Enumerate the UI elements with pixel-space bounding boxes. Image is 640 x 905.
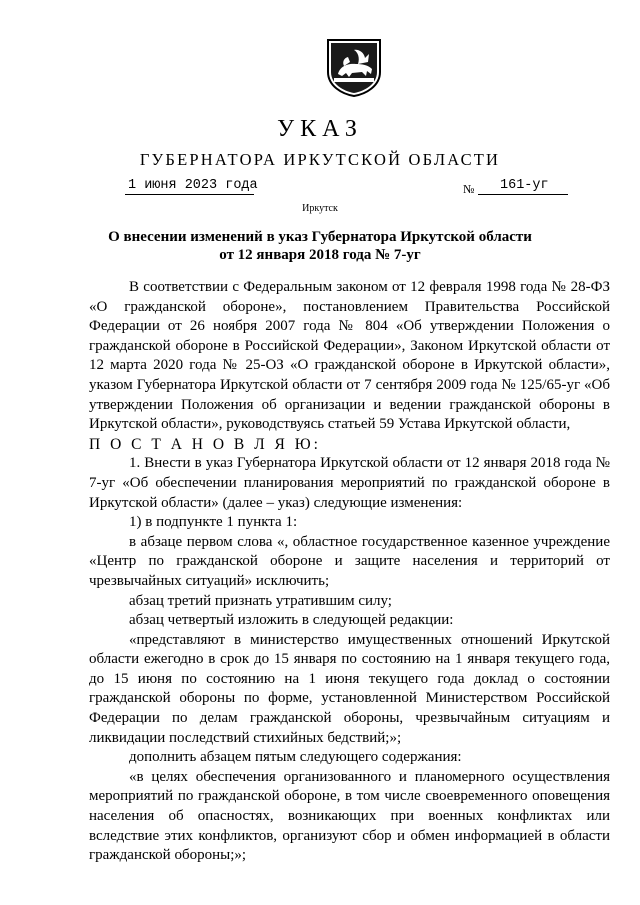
document-heading-line-2: от 12 января 2018 года № 7-уг [219, 247, 421, 263]
irkutsk-coat-of-arms-icon [322, 38, 386, 98]
document-type-title: УКАЗ [277, 116, 363, 142]
city-name: Иркутск [302, 203, 338, 214]
preamble-paragraph: В соответствии с Федеральным законом от 12 февраля 1998 года № 28-ФЗ «О гражданской обороне», постановлением Правительства Российской Федерации от 26 ноября 2007 года № 804 «Об утверждении Положения о гражданской обороне в Российской Федерации», Законом Иркутской области от 12 марта 2020 года № 25-ОЗ «О гражданской обороне в Иркутской области», указом Губернатора Иркутской области от 7 сентября 2009 года № 125/65-уг «Об утверждении Положения об организации и ведении гражданской обороны в Иркутской области», руководствуясь статьей 59 Устава Иркутской области, [89, 279, 610, 433]
document-heading [80, 228, 560, 264]
decree-number: 161-уг [478, 177, 568, 195]
document-body [89, 278, 610, 866]
decree-date: 1 июня 2023 года [125, 177, 254, 195]
amendment-paragraph-d: «представляют в министерство имущественных отношений Иркутской области ежегодно в срок до 15 января по состоянию на 1 января текущего года, до 15 июня по состоянию на 1 июня текущего года доклад о состоянии гражданской обороны по форме, установленной Министерством Российской Федерации по делам гражданской обороны, чрезвычайным ситуациям и ликвидации последствий стихийных бедствий;»; [89, 631, 610, 746]
subitem-1-paragraph: 1) в подпункте 1 пункта 1: [129, 514, 298, 531]
amendment-paragraph-e: дополнить абзацем пятым следующего содержания: [129, 749, 462, 766]
amendment-paragraph-c: абзац четвертый изложить в следующей редакции: [129, 612, 454, 629]
decree-word: П О С Т А Н О В Л Я Ю: [89, 435, 321, 453]
number-sign: № [463, 182, 475, 196]
item-1-paragraph: 1. Внести в указ Губернатора Иркутской области от 12 января 2018 года № 7-уг «Об обеспечении планирования мероприятий по гражданской обороне в Иркутской области» (далее – указ) следующие изменения: [89, 455, 610, 511]
amendment-paragraph-f: «в целях обеспечения организованного и планомерного осуществления мероприятий по гражданской обороне, в том числе своевременного оповещения населения об опасностях, возникающих при военных конфликтах или вследствие этих конфликтов, организуют сбор и обмен информацией в области гражданской обороны;»; [89, 768, 610, 864]
document-heading-line-1: О внесении изменений в указ Губернатора Иркутской области [108, 229, 532, 245]
amendment-paragraph-b: абзац третий признать утратившим силу; [129, 592, 392, 609]
amendment-paragraph-a: в абзаце первом слова «, областное государственное казенное учреждение «Центр по гражданской обороне и защите населения и территорий от чрезвычайных ситуаций» исключить; [89, 533, 610, 589]
issuer-title: ГУБЕРНАТОРА ИРКУТСКОЙ ОБЛАСТИ [139, 150, 501, 169]
